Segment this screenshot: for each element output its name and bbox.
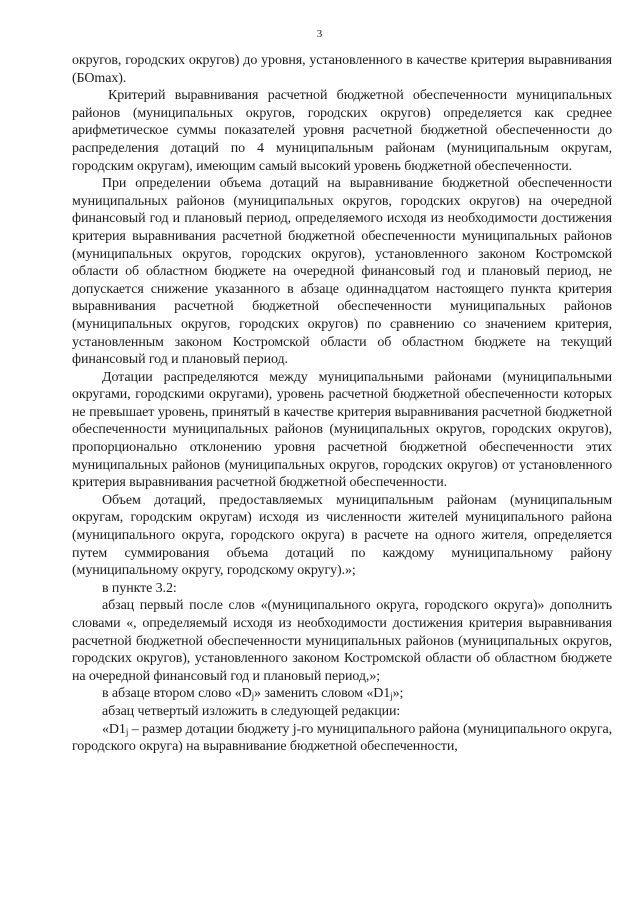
paragraph-10: [72, 721, 612, 756]
paragraph-4: Дотации распределяются между муниципальными районами (муниципальными округами, городскими округами), уровень расчетной бюджетной обеспеченности которых не превышает уровень, принятый в качестве критерия выравнивания расчетной бюджетной обеспеченности муниципальных районов (муниципальных округов, городских округов), пропорционально отклонению уровня расчетной бюджетной обеспеченности этих муниципальных районов (муниципальных округов, городских округов) от установленного критерия выравнивания расчетной бюджетной обеспеченности.: [72, 369, 612, 491]
paragraph-2: Критерий выравнивания расчетной бюджетной обеспеченности муниципальных районов (муниципальных округов, городских округов) определяется как среднее арифметическое суммы показателей уровня расчетной бюджетной обеспеченности до распределения дотаций по 4 муниципальным районам (муниципальным округам, городским округам), имеющим самый высокий уровень бюджетной обеспеченности.: [72, 88, 612, 174]
paragraph-8-part-1: в абзаце втором слово «D: [102, 686, 252, 702]
paragraph-8-part-2: » заменить словом «D1: [254, 686, 391, 702]
paragraph-1: округов, городских округов) до уровня, установленного в качестве критерия выравнивания (БОmax).: [72, 53, 612, 86]
paragraph-8-subscript-2: j: [390, 691, 393, 702]
paragraph-10-part-1: «D1: [102, 721, 126, 737]
paragraph-5: Объем дотаций, предоставляемых муниципальным районам (муниципальным округам, городским округам) исходя из численности жителей муниципального района (муниципального округа, городского округа) в расчете на одного жителя, определяется путем суммирования объема дотаций по каждому муниципальному району (муниципальному округу, городскому округу).»;: [72, 492, 612, 579]
paragraph-10-part-2: – размер дотации бюджету j-го муниципального района (муниципального округа, городского округа) на выравнивание бюджетной обеспеченности,: [72, 721, 612, 755]
paragraph-7: абзац первый после слов «(муниципального округа, городского округа)» дополнить словами «, определяемый исходя из необходимости достижения критерия выравнивания расчетной бюджетной обеспеченности муниципальных районов (муниципальных округов, городских округов), установленного законом Костромской области об областном бюджете на очередной финансовый год и плановый период,»;: [72, 598, 612, 684]
paragraph-9: абзац четвертый изложить в следующей редакции:: [102, 703, 401, 719]
paragraph-6: в пункте 3.2:: [102, 580, 177, 596]
paragraph-10-subscript: j: [125, 726, 129, 737]
page-number: 3: [316, 28, 323, 40]
paragraph-8-part-3: »;: [392, 686, 404, 702]
document-body: [72, 52, 612, 756]
paragraph-3: При определении объема дотаций на выравнивание бюджетной обеспеченности муниципальных районов (муниципальных округов, городских округов) на очередной финансовый год и плановый период, определяемого исходя из необходимости достижения критерия выравнивания расчетной бюджетной обеспеченности муниципальных районов (муниципальных округов, городских округов), установленного законом Костромской области об областном бюджете на очередной финансовый год и плановый период, не допускается снижение указанного в абзаце одиннадцатом настоящего пункта критерия выравнивания расчетной бюджетной обеспеченности муниципальных районов (муниципальных округов, городских округов) по сравнению со значением критерия, установленным законом Костромской области об областном бюджете на текущий финансовый год и плановый период.: [72, 176, 612, 368]
paragraph-8: [72, 685, 612, 703]
paragraph-8-subscript-1: j: [251, 691, 255, 702]
